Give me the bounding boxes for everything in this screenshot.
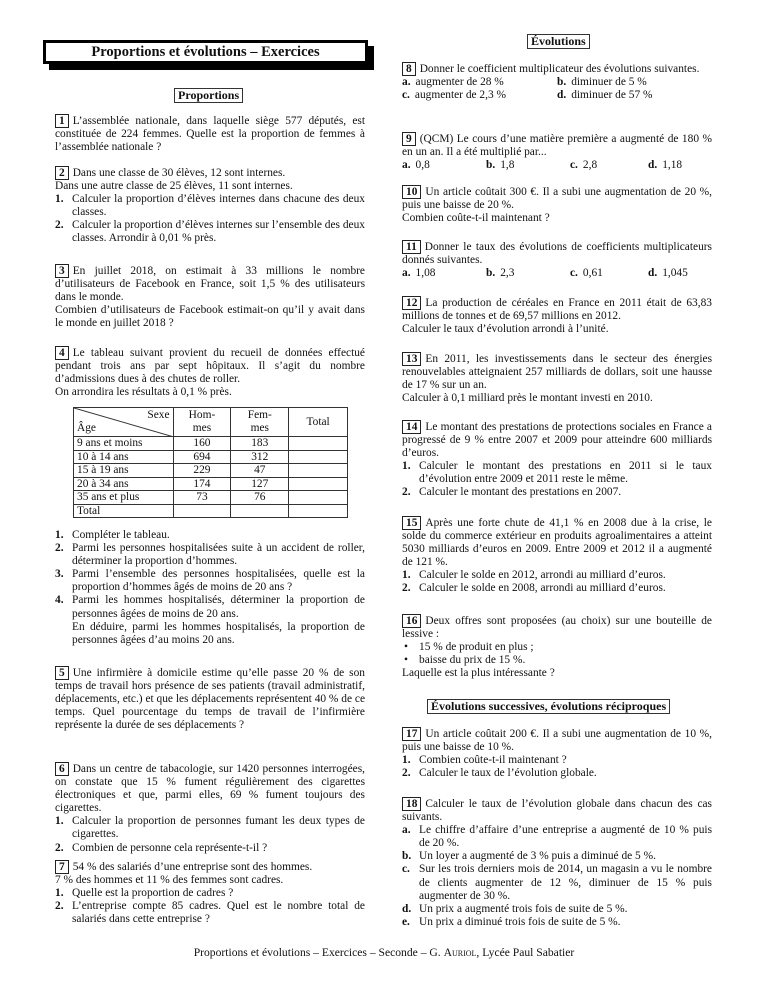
- exercise-text: 54 % des salariés d’une entreprise sont des hommes.: [72, 861, 313, 873]
- column-header-total: Total: [289, 408, 348, 437]
- option-item: d. 1,045: [648, 267, 688, 280]
- question-item: d. Un prix a augmenté trois fois de suite de 5 %.: [402, 902, 628, 915]
- bullet-item: • baisse du prix de 15 %.: [402, 654, 712, 667]
- exercise-6: [55, 762, 365, 855]
- corner-label-age: Âge: [77, 422, 96, 434]
- option-item: d. 1,18: [648, 159, 683, 172]
- question-item: b. Un loyer a augmenté de 3 % puis a diminué de 5 %.: [402, 850, 656, 863]
- exercise-text: Après une forte chute de 41,1 % en 2008 due à la crise, le solde du commerce extérieur en produits agroalimentaires a atteint 5030 milliards d’euros en 2009. Entre 2009 et 2012 il a augmenté de 121 %.: [402, 517, 712, 569]
- question-item: 2. Calculer le solde en 2008, arrondi au milliard d’euros.: [402, 582, 666, 595]
- exercise-text: En juillet 2018, on estimait à 33 millions le nombre d’utilisateurs de Facebook en France, soit 1,5 % des utilisateurs dans le monde.: [55, 265, 365, 304]
- admissions-table: [73, 407, 348, 518]
- exercise-8: [402, 62, 712, 102]
- question-item: 1. Calculer la proportion de personnes fumant les deux types de cigarettes.: [55, 815, 365, 841]
- exercise-number: 6: [55, 762, 69, 776]
- exercise-4-questions: [55, 529, 365, 647]
- exercise-10: [402, 185, 712, 225]
- column-header-femmes: Fem- mes: [231, 408, 289, 437]
- table-row: 15 à 19 ans 229 47: [74, 464, 348, 478]
- options-row: [402, 159, 712, 172]
- exercise-text: Le montant des prestations de protections sociales en France a progressé de 9 % entre 2007 et 2009 pour atteindre 600 milliards d’euros.: [402, 421, 712, 460]
- question-item: 2. Combien de personne cela représente-t-il ?: [55, 841, 268, 854]
- question-item: 2. Calculer le montant des prestations en 2007.: [402, 486, 622, 499]
- exercise-number: 4: [55, 346, 69, 360]
- exercise-12: [402, 296, 712, 336]
- exercise-text: L’assemblée nationale, dans laquelle siège 577 députés, est constituée de 224 femmes. Quelle est la proportion de femmes à l’assemblée nationale ?: [55, 115, 365, 154]
- exercise-note: On arrondira les résultats à 0,1 % près.: [55, 386, 232, 399]
- exercise-question: Combien coûte-t-il maintenant ?: [402, 212, 550, 225]
- table-row: 9 ans et moins 160 183: [74, 437, 348, 451]
- exercise-number: 15: [402, 516, 421, 530]
- option-item: a. 1,08: [402, 267, 436, 280]
- option-item: a. augmenter de 28 %: [402, 76, 504, 89]
- section-heading-proportions: Proportions: [174, 88, 243, 103]
- question-item: 2. L’entreprise compte 85 cadres. Quel est le nombre total de salariés dans cette entreprise ?: [55, 900, 365, 926]
- exercise-number: 14: [402, 420, 421, 434]
- exercise-text: En 2011, les investissements dans le secteur des énergies renouvelables atteignaient 257 milliards de dollars, soit une hausse de 17 % sur un an.: [402, 353, 712, 392]
- exercise-9: [402, 132, 712, 172]
- exercise-text: Dans une autre classe de 25 élèves, 11 sont internes.: [55, 180, 293, 193]
- exercise-1: [55, 114, 365, 154]
- option-item: c. 2,8: [570, 159, 598, 172]
- exercise-question: Combien d’utilisateurs de Facebook estimait-on qu’il y avait dans le monde en juillet 2018 ?: [55, 304, 365, 330]
- question-item: 1. Quelle est la proportion de cadres ?: [55, 887, 234, 900]
- question-item: e. Un prix a diminué trois fois de suite de 5 %.: [402, 915, 621, 928]
- exercise-number: 10: [402, 185, 421, 199]
- page-footer: Proportions et évolutions – Exercices – Seconde – G. Auriol, Lycée Paul Sabatier: [193, 946, 575, 959]
- document-title: Proportions et évolutions – Exercices: [43, 40, 368, 64]
- table-row: 20 à 34 ans 174 127: [74, 477, 348, 491]
- option-item: c. 0,61: [570, 267, 603, 280]
- exercise-number: 18: [402, 797, 421, 811]
- question-item: 1. Combien coûte-t-il maintenant ?: [402, 754, 567, 767]
- exercise-text: Dans un centre de tabacologie, sur 1420 personnes interrogées, on constate que 15 % fument régulièrement des cigarettes électroniques et que, parmi elles, 69 % fument toujours des cigarettes.: [55, 763, 365, 815]
- exercise-15: [402, 516, 712, 596]
- bullet-item: • 15 % de produit en plus ;: [402, 641, 712, 654]
- exercise-number: 1: [55, 114, 69, 128]
- question-item: 3. Parmi l’ensemble des personnes hospitalisées, quelle est la proportion d’hommes âgés de moins de 20 ans ?: [55, 568, 365, 594]
- options-grid: [402, 76, 712, 102]
- exercise-number: 16: [402, 614, 421, 628]
- option-item: b. 2,3: [486, 267, 515, 280]
- exercise-number: 12: [402, 296, 421, 310]
- exercise-17: [402, 727, 712, 780]
- exercise-number: 7: [55, 860, 69, 874]
- question-item: 2. Parmi les personnes hospitalisées suite à un accident de roller, déterminer la proportion d’hommes.: [55, 542, 365, 568]
- exercise-question: Laquelle est la plus intéressante ?: [402, 667, 555, 680]
- column-header-hommes: Hom- mes: [173, 408, 231, 437]
- question-item: 4. Parmi les hommes hospitalisés, déterminer la proportion de personnes âgées de moins de 20 ans. En déduire, parmi les hommes hospitalisés, la proportion de personnes âgées d’au moins 20 ans.: [55, 594, 365, 646]
- question-item: 1. Calculer la proportion d’élèves internes dans chacune des deux classes.: [55, 193, 365, 219]
- exercise-text: Donner le coefficient multiplicateur des évolutions suivantes.: [419, 63, 700, 75]
- exercise-text: Un article coûtait 300 €. Il a subi une augmentation de 20 %, puis une baisse de 20 %.: [402, 186, 712, 212]
- exercise-number: 17: [402, 727, 421, 741]
- exercise-text: 7 % des hommes et 11 % des femmes sont cadres.: [55, 874, 284, 887]
- option-item: d. diminuer de 57 %: [557, 89, 653, 102]
- corner-label-sexe: Sexe: [147, 409, 170, 421]
- exercise-number: 11: [402, 240, 421, 254]
- table-row: 10 à 14 ans 694 312: [74, 450, 348, 464]
- exercise-number: 3: [55, 264, 69, 278]
- table-row-total: Total: [74, 504, 348, 518]
- exercise-question: Calculer à 0,1 milliard près le montant investi en 2010.: [402, 392, 653, 405]
- exercise-2: [55, 166, 365, 246]
- question-item: c. Sur les trois derniers mois de 2014, un magasin a vu le nombre de clients augmenter de 12 %, diminuer de 15 % puis augmenter de 30 %.: [402, 863, 712, 902]
- exercise-text: Une infirmière à domicile estime qu’elle passe 20 % de son temps de travail hors présence de ses patients (travail administratif, déplacements, etc.) et que les déplacements représentent 40 % de ce temps. Quel pourcentage du temps de travail de l’infirmière représente la durée de ses déplacements ?: [55, 667, 365, 732]
- exercise-18: [402, 797, 712, 929]
- section-heading-successives: Évolutions successives, évolutions réciproques: [427, 699, 670, 714]
- exercise-number: 8: [402, 62, 416, 76]
- exercise-16: [402, 614, 712, 680]
- option-item: c. augmenter de 2,3 %: [402, 89, 506, 102]
- question-item: 2. Calculer la proportion d’élèves internes sur l’ensemble des deux classes. Arrondir à 0,01 % près.: [55, 219, 365, 245]
- exercise-7: [55, 860, 365, 926]
- author-name: Auriol: [443, 946, 477, 959]
- diagonal-line: [74, 408, 174, 437]
- exercise-text: Calculer le taux de l’évolution globale dans chacun des cas suivants.: [402, 798, 712, 824]
- exercise-4: [55, 346, 365, 399]
- section-heading-evolutions: Évolutions: [527, 34, 590, 49]
- exercise-text: Deux offres sont proposées (au choix) sur une bouteille de lessive :: [402, 615, 712, 641]
- option-item: a. 0,8: [402, 159, 430, 172]
- option-item: b. diminuer de 5 %: [557, 76, 647, 89]
- exercise-text: Donner le taux des évolutions de coefficients multiplicateurs donnés suivantes.: [402, 241, 712, 267]
- exercise-13: [402, 352, 712, 405]
- exercise-11: [402, 240, 712, 280]
- table-row: 35 ans et plus 73 76: [74, 491, 348, 505]
- exercise-question: Calculer le taux d’évolution arrondi à l’unité.: [402, 323, 609, 336]
- question-item: 2. Calculer le taux de l’évolution globale.: [402, 767, 597, 780]
- exercise-number: 5: [55, 666, 69, 680]
- table-corner-cell: [74, 408, 174, 437]
- option-item: b. 1,8: [486, 159, 515, 172]
- options-row: [402, 267, 712, 280]
- exercise-text: Un article coûtait 200 €. Il a subi une augmentation de 10 %, puis une baisse de 10 %.: [402, 728, 712, 754]
- exercise-text: Le tableau suivant provient du recueil de données effectué pendant trois ans par sept hôpitaux. Il s’agit du nombre d’admissions dues à des chutes de roller.: [55, 347, 365, 386]
- exercise-text: (QCM) Le cours d’une matière première a augmenté de 180 % en un an. Il a été multiplié par...: [402, 133, 712, 159]
- exercise-number: 2: [55, 166, 69, 180]
- question-item: 1. Compléter le tableau.: [55, 529, 170, 541]
- question-item: 1. Calculer le montant des prestations en 2011 si le taux d’évolution entre 2009 et 2011 reste le même.: [402, 460, 712, 486]
- exercise-5: [55, 666, 365, 732]
- exercise-text: La production de céréales en France en 2011 était de 63,83 millions de tonnes et de 69,57 millions en 2012.: [402, 297, 712, 323]
- question-item: 1. Calculer le solde en 2012, arrondi au milliard d’euros.: [402, 569, 666, 582]
- exercise-number: 9: [402, 132, 416, 146]
- exercise-14: [402, 420, 712, 500]
- exercise-3: [55, 264, 365, 330]
- exercise-number: 13: [402, 352, 421, 366]
- exercise-text: Dans une classe de 30 élèves, 12 sont internes.: [72, 167, 286, 179]
- question-item: a. Le chiffre d’affaire d’une entreprise a augmenté de 10 % puis de 20 %.: [402, 824, 712, 850]
